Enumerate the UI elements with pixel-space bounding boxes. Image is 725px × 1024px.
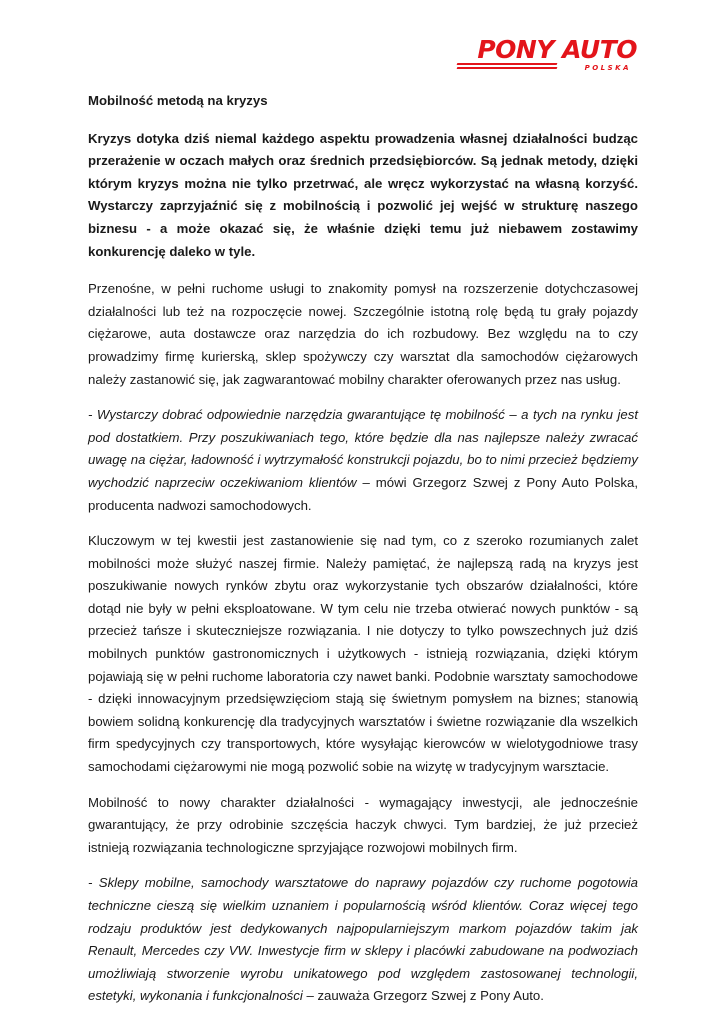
quote-1-text: - Wystarczy dobrać odpowiednie narzędzia gwarantujące tę mobilność – a tych na rynku jest pod dostatkiem. Przy poszukiwaniach tego, które będzie dla nas najlepsze należy zwracać uwagę na ciężar, ładowność i wytrzymałość konstrukcji pojazdu, bo to nimi przecież będziemy wychodzić naprzeciw oczekiwaniom klientów — [88, 407, 638, 490]
paragraph-1: Przenośne, w pełni ruchome usługi to znakomity pomysł na rozszerzenie dotychczasowej działalności lub też na rozpoczęcie nowej. Szczególnie istotną rolę będą tu grały pojazdy ciężarowe, auta dostawcze oraz narzędzia do ich rozbudowy. Bez względu na to czy prowadzimy firmę kurierską, sklep spożywczy czy warsztat dla samochodów ciężarowych należy zastanowić się, jak zagwarantować mobilny charakter oferowanych przez nas usług. — [88, 281, 638, 387]
paragraph-2: Kluczowym w tej kwestii jest zastanowienie się nad tym, co z szeroko rozumianych zalet mobilności może służyć naszej firmie. Należy pamiętać, że najlepszą radą na kryzys jest poszukiwanie nowych rynków zbytu oraz wykorzystanie tych obszarów działalności, które dotąd nie były w pełni eksploatowane. W tym celu nie trzeba otwierać nowych punktów - są przecież tańsze i skuteczniejsze rozwiązania. I nie dotyczy to tylko powszechnych już dziś mobilnych punktów gastronomicznych i użytkowych - istnieją rozwiązania, dzięki którym pojawiają się w pełni ruchome laboratoria czy nawet banki. Podobnie warsztaty samochodowe - dzięki innowacyjnym przedsięwzięciom stają się świetnym pomysłem na biznes; stanowią bowiem solidną konkurencję dla tradycyjnych warsztatów i świetne rozwiązanie dla wszelkich firm spedycyjnych czy transportowych, które wysyłając kierowców w wielotygodniowe trasy samochodami ciężarowymi nie mogą pozwolić sobie na wizytę w tradycyjnym warsztacie. — [88, 533, 638, 775]
article-body — [88, 90, 638, 1021]
article-title: Mobilność metodą na kryzys — [88, 93, 268, 108]
quote-2 — [88, 872, 638, 1008]
quote-1-attribution: – mówi Grzegorz Szwej z Pony Auto Polska, producenta nadwozi samochodowych. — [88, 474, 638, 513]
paragraph-3: Mobilność to nowy charakter działalności - wymagający inwestycji, ale jednocześnie gwarantujący, że przy odrobinie szczęścia haczyk chwyci. Tym bardziej, że już przecież istnieją rozwiązania technologiczne sprzyjające rozwojowi mobilnych firm. — [88, 794, 638, 855]
quote-1 — [88, 404, 638, 517]
logo-text: PONY AUTO — [477, 35, 637, 64]
quote-2-attribution: – zauważa Grzegorz Szwej z Pony Auto. — [302, 988, 544, 1004]
logo-stripes-icon — [457, 63, 557, 72]
logo-subtext: POLSKA — [584, 64, 631, 72]
pony-auto-logo — [457, 36, 637, 76]
quote-2-text: - Sklepy mobilne, samochody warsztatowe do naprawy pojazdów czy ruchome pogotowia techniczne cieszą się wielkim uznaniem i popularnością wśród klientów. Coraz więcej tego rodzaju produktów jest dedykowanych najpopularniejszym markom pojazdów takim jak Renault, Mercedes czy VW. Inwestycje firm w sklepy i placówki zabudowane na podwoziach umożliwiają stworzenie wyrobu unikatowego pod względem zastosowanej technologii, estetyki, wykonania i funkcjonalności — [88, 875, 638, 1004]
article-lead: Kryzys dotyka dziś niemal każdego aspektu prowadzenia własnej działalności budząc przerażenie w oczach małych oraz średnich przedsiębiorców. Są jednak metody, dzięki którym kryzys można nie tylko przetrwać, ale wręcz wykorzystać na własną korzyść. Wystarczy zaprzyjaźnić się z mobilnością i pozwolić jej wejść w strukturę naszego biznesu - a może okazać się, że właśnie dzięki temu już niebawem zostawimy konkurencję daleko w tyle. — [88, 130, 638, 259]
